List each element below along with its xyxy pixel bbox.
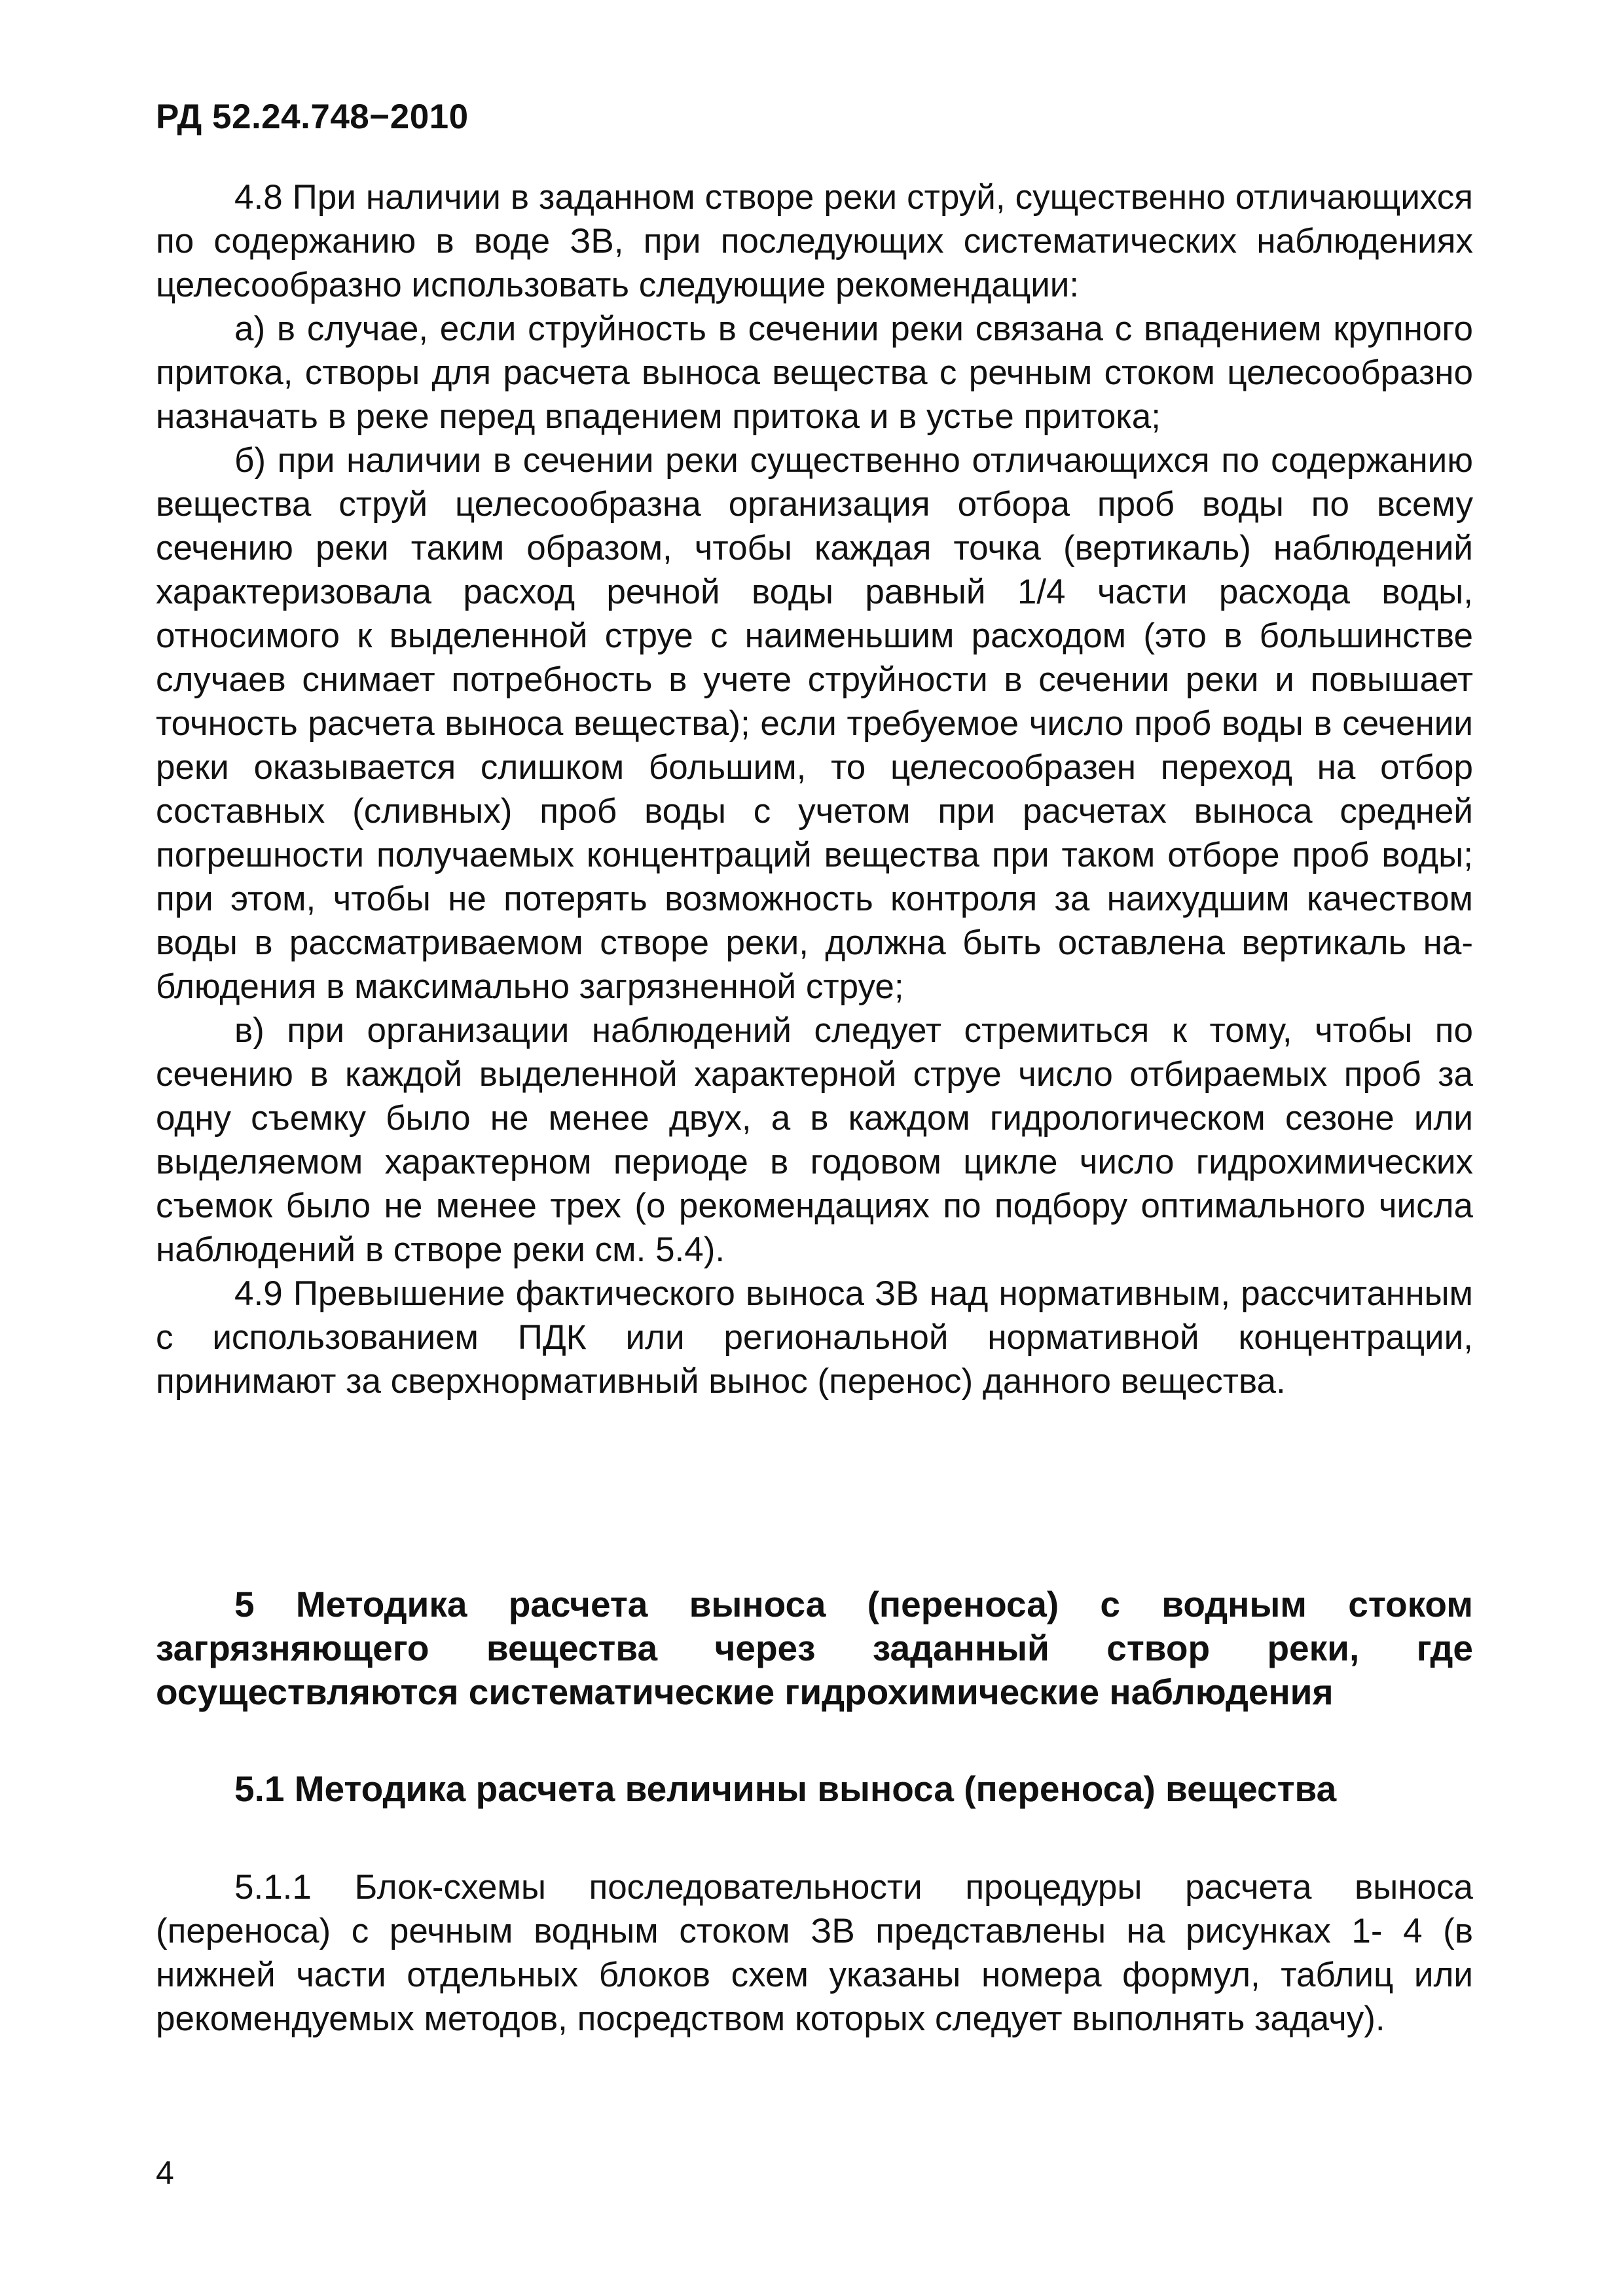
page-number: 4 <box>156 2155 174 2191</box>
paragraph-5-1-1: 5.1.1 Блок-схемы последовательности процедуры расчета выноса (переноса) с речным водным стоком ЗВ представлены на рисунках 1- 4 (в нижней части отдельных блоков схем указаны номера формул, таблиц или рекомендуемых методов, посредством которых следует выполнять задачу). <box>156 1868 1473 2038</box>
body-text <box>156 175 1473 1403</box>
paragraph-4-8-b: б) при наличии в сечении реки существенно отличающихся по содержанию вещества струй целесообразна организация отбора проб воды по всему сечению реки таким образом, чтобы каждая точка (вертикаль) наблюдений характеризовала расход речной воды равный 1/4 части расхода воды, относимого к выделенной струе с наименьшим расходом (это в большинстве случаев снимает потребность в учете струйности в сечении реки и повышает точность расчета выноса вещества); если требуемое число проб воды в сечении реки оказывается слишком большим, то целесообразен переход на отбор составных (сливных) проб воды с учетом при расчетах выноса средней погрешности получаемых концентраций вещества при таком отборе проб воды; при этом, чтобы не потерять возможность контроля за наихудшим качеством воды в рассматриваемом створе реки, должна быть оставлена вертикаль наблюдения в максимально загрязненной струе; <box>156 441 1473 1006</box>
section-5-1-title: 5.1 Методика расчета величины выноса (переноса) вещества <box>234 1768 1337 1809</box>
paragraph-4-8: 4.8 При наличии в заданном створе реки струй, существенно отличающихся по содержанию в воде ЗВ, при последующих систематических наблюдениях целесообразно использовать следующие рекомендации: <box>156 178 1473 304</box>
paragraph-4-9: 4.9 Превышение фактического выноса ЗВ над нормативным, рассчитанным с использованием ПДК или региональной нормативной концентрации, принимают за сверхнормативный вынос (перенос) данного вещества. <box>156 1274 1473 1401</box>
section-5-title: 5 Методика расчета выноса (переноса) с водным стоком загрязняющего вещества через заданный створ реки, где осуществляются систематические гидрохимические наблюдения <box>156 1584 1473 1712</box>
paragraph-4-8-a: а) в случае, если струйность в сечении реки связана с впадением крупного притока, створы для расчета выноса вещества с речным стоком целесообразно назначать в реке перед впадением притока и в устье притока; <box>156 310 1473 436</box>
paragraph-4-8-v: в) при организации наблюдений следует стремиться к тому, чтобы по сечению в каждой выделенной характерной струе число отбираемых проб за одну съемку было не менее двух, а в каждом гидрологическом сезоне или выделяемом характерном периоде в годовом цикле число гидрохимических съемок было не менее трех (о рекомендациях по подбору оптимального числа наблюдений в створе реки см. 5.4). <box>156 1011 1473 1269</box>
body-text-5-1-1 <box>156 1865 1473 2041</box>
document-code-header: РД 52.24.748−2010 <box>156 98 469 136</box>
